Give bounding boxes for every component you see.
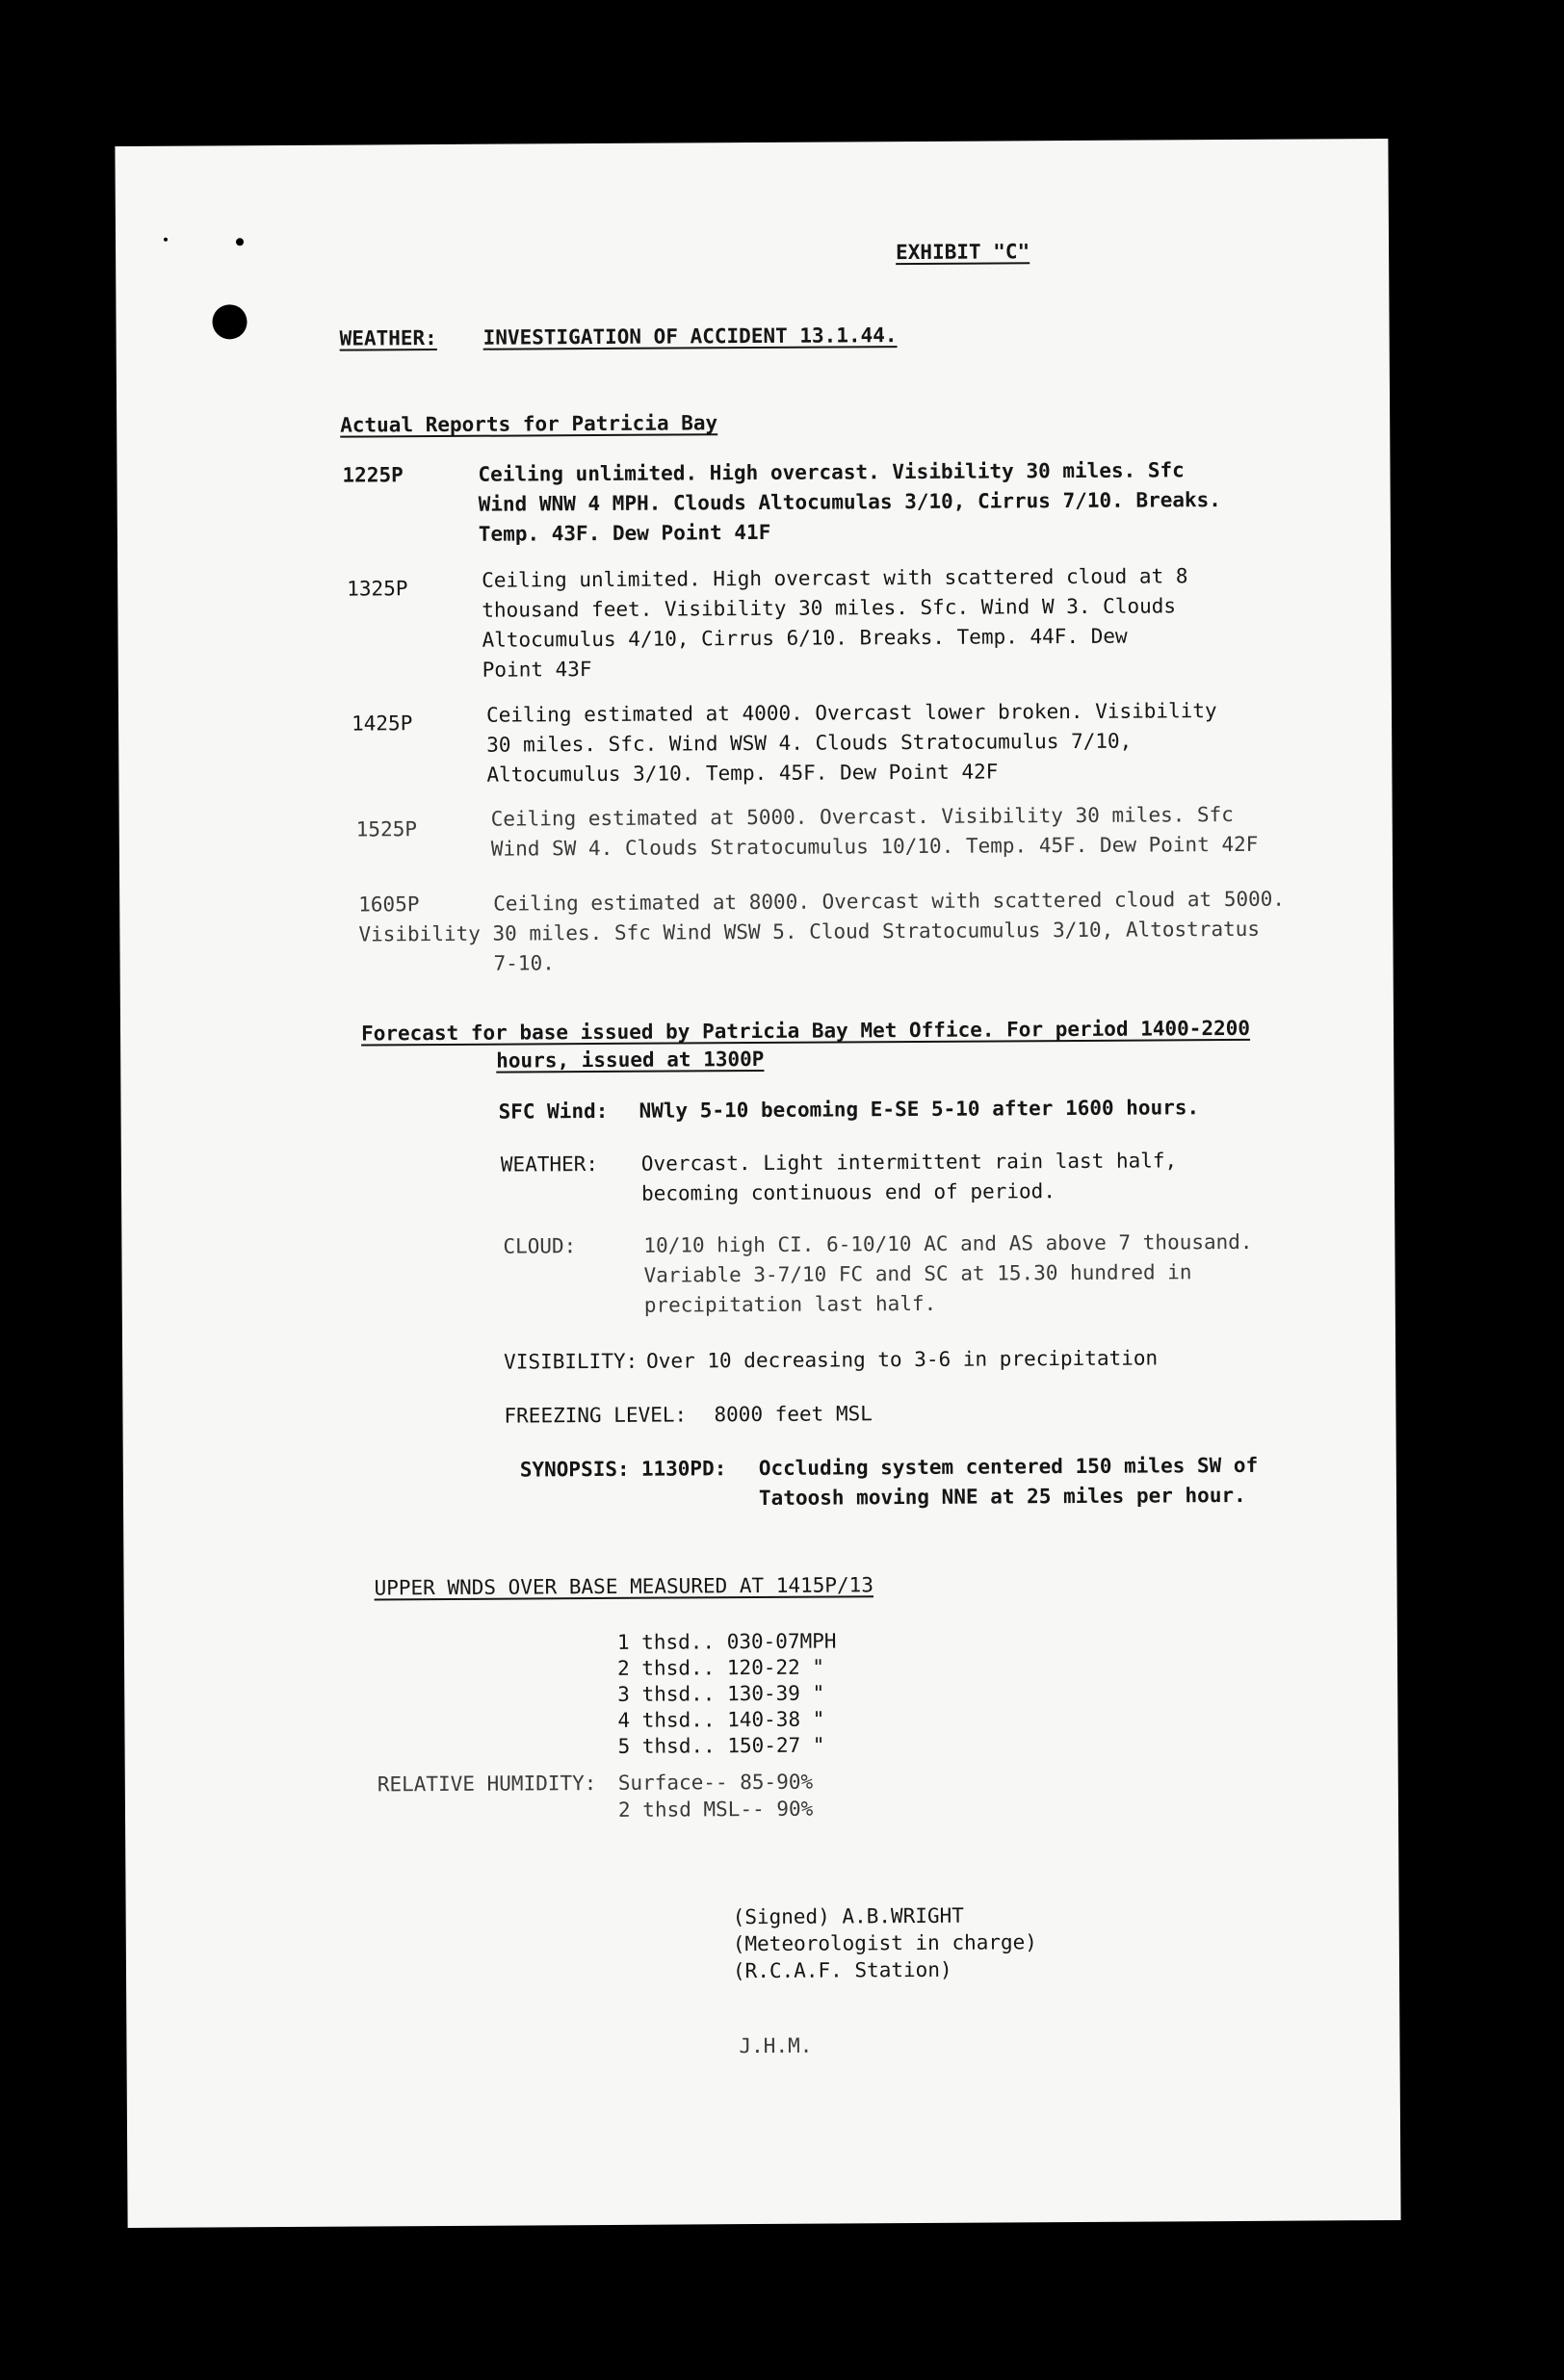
- report-line: 30 miles. Sfc. Wind WSW 4. Clouds Stratocumulus 7/10,: [486, 729, 1133, 757]
- synopsis-line: Tatoosh moving NNE at 25 miles per hour.: [758, 1483, 1246, 1510]
- report-time: 1225P: [342, 463, 404, 487]
- humidity-label: RELATIVE HUMIDITY:: [377, 1772, 597, 1797]
- cloud-line: precipitation last half.: [643, 1291, 937, 1317]
- report-line: Altocumulus 4/10, Cirrus 6/10. Breaks. Temp. 44F. Dew: [482, 624, 1128, 652]
- forecast-heading-line2: hours, issued at 1300P: [496, 1047, 765, 1073]
- punch-hole: [212, 304, 247, 339]
- synopsis-time: 1130PD:: [640, 1457, 727, 1481]
- synopsis-line: Occluding system centered 150 miles SW of: [758, 1453, 1259, 1481]
- cloud-line: 10/10 high CI. 6-10/10 AC and AS above 7 thousand.: [643, 1229, 1253, 1257]
- report-line: Temp. 43F. Dew Point 41F: [478, 520, 771, 546]
- sfc-wind-label: SFC Wind:: [498, 1099, 609, 1124]
- document-page: [115, 139, 1400, 2228]
- synopsis-label: SYNOPSIS:: [519, 1457, 630, 1482]
- humidity-row: 2 thsd MSL-- 90%: [617, 1797, 814, 1822]
- report-time: 1525P: [355, 817, 418, 841]
- report-line: Visibility 30 miles. Sfc Wind WSW 5. Cloud Stratocumulus 3/10, Altostratus: [358, 917, 1261, 946]
- forecast-heading: Forecast for base issued by Patricia Bay Met Office. For period 1400-2200: [360, 1016, 1251, 1046]
- report-line: 7-10.: [493, 951, 555, 975]
- report-line: Altocumulus 3/10. Temp. 45F. Dew Point 42F: [486, 760, 999, 787]
- report-time: 1605P: [358, 892, 420, 917]
- weather-label: WEATHER:: [500, 1152, 599, 1177]
- freezing-level-label: FREEZING LEVEL:: [504, 1403, 688, 1428]
- upper-wind-row: 3 thsd.. 130-39 ": [617, 1681, 825, 1706]
- signature-line: (Meteorologist in charge): [732, 1930, 1037, 1956]
- exhibit-label: EXHIBIT "C": [896, 240, 1030, 265]
- report-line: Wind SW 4. Clouds Stratocumulus 10/10. Temp. 45F. Dew Point 42F: [490, 832, 1259, 861]
- report-time: 1425P: [352, 711, 413, 736]
- cloud-label: CLOUD:: [503, 1234, 577, 1258]
- report-line: Ceiling estimated at 4000. Overcast lower broken. Visibility: [485, 699, 1217, 727]
- weather-line: becoming continuous end of period.: [640, 1179, 1056, 1205]
- report-time: 1325P: [347, 577, 408, 601]
- report-line: Wind WNW 4 MPH. Clouds Altocumulas 3/10, Cirrus 7/10. Breaks.: [478, 488, 1221, 516]
- signature-line: (R.C.A.F. Station): [732, 1957, 952, 1983]
- upper-winds-heading: UPPER WNDS OVER BASE MEASURED AT 1415P/13: [374, 1573, 873, 1600]
- report-line: Ceiling unlimited. High overcast. Visibility 30 miles. Sfc: [478, 458, 1185, 486]
- header-title: INVESTIGATION OF ACCIDENT 13.1.44.: [482, 323, 898, 349]
- report-line: Point 43F: [482, 658, 592, 682]
- report-line: Ceiling estimated at 5000. Overcast. Visibility 30 miles. Sfc: [490, 802, 1234, 831]
- upper-wind-row: 5 thsd.. 150-27 ": [617, 1733, 825, 1758]
- actual-reports-heading: Actual Reports for Patricia Bay: [340, 411, 718, 437]
- report-line: Ceiling estimated at 8000. Overcast with scattered cloud at 5000.: [493, 887, 1286, 916]
- visibility-label: VISIBILITY:: [504, 1349, 639, 1374]
- ink-dot: [164, 238, 168, 242]
- upper-wind-row: 2 thsd.. 120-22 ": [617, 1655, 825, 1680]
- header-label: WEATHER:: [339, 326, 437, 350]
- ink-dot: [236, 238, 244, 246]
- report-line: Ceiling unlimited. High overcast with scattered cloud at 8: [482, 564, 1188, 592]
- humidity-row: Surface-- 85-90%: [617, 1770, 814, 1795]
- weather-line: Overcast. Light intermittent rain last half,: [640, 1149, 1178, 1176]
- signature-line: (Signed) A.B.WRIGHT: [732, 1903, 964, 1929]
- sfc-wind-value: NWly 5-10 becoming E-SE 5-10 after 1600 hours.: [639, 1096, 1200, 1123]
- initials: J.H.M.: [739, 2033, 813, 2058]
- cloud-line: Variable 3-7/10 FC and SC at 15.30 hundred in: [643, 1260, 1192, 1287]
- upper-wind-row: 1 thsd.. 030-07MPH: [616, 1629, 837, 1654]
- freezing-level-value: 8000 feet MSL: [714, 1402, 873, 1427]
- visibility-value: Over 10 decreasing to 3-6 in precipitation: [646, 1346, 1159, 1373]
- upper-wind-row: 4 thsd.. 140-38 ": [617, 1707, 825, 1732]
- report-line: thousand feet. Visibility 30 miles. Sfc. Wind W 3. Clouds: [482, 594, 1177, 622]
